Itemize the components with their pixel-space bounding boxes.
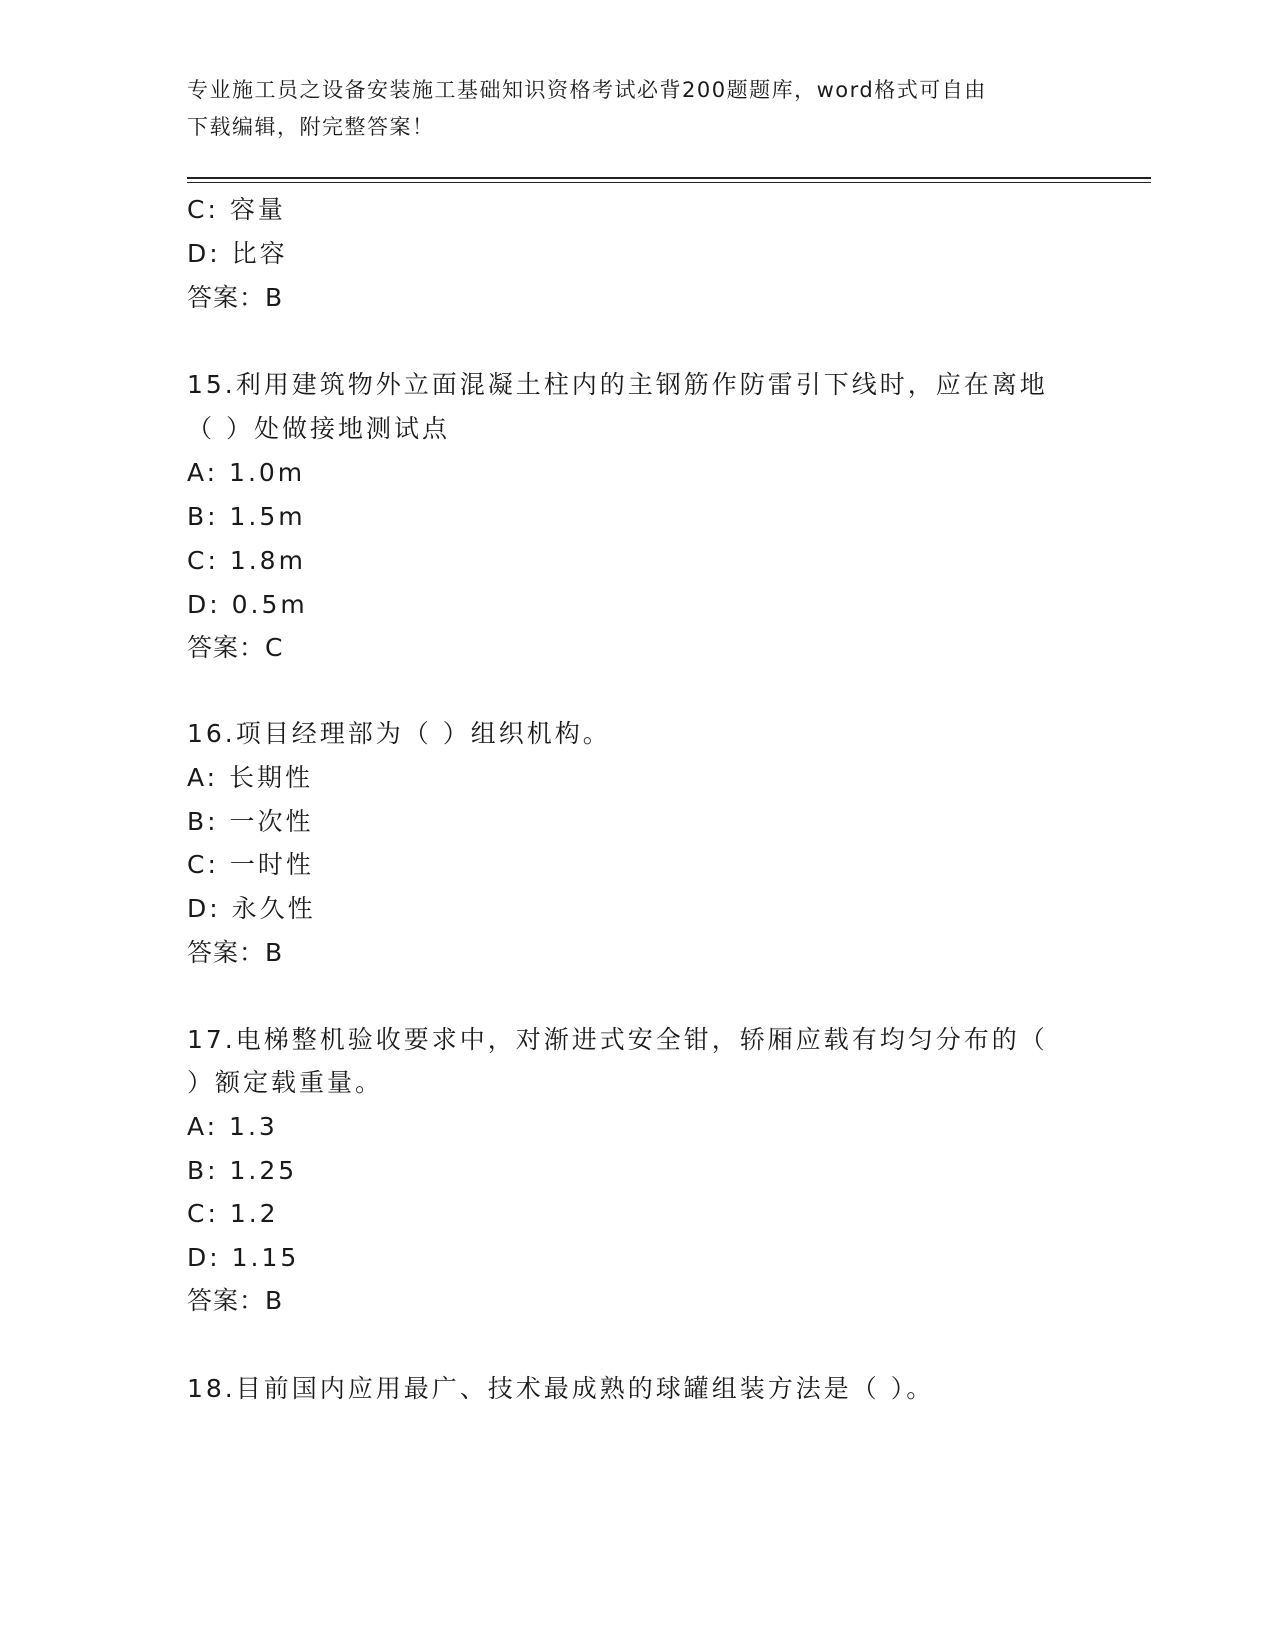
header-title-line-1: 专业施工员之设备安装施工基础知识资格考试必背200题题库，word格式可自由 <box>187 78 987 102</box>
q15-option-c: C: 1.8m <box>187 546 306 575</box>
q16-option-c: C: 一时性 <box>187 850 314 879</box>
q15-answer: 答案：C <box>187 633 284 662</box>
q15-option-b: B: 1.5m <box>187 502 306 531</box>
q17-answer: 答案：B <box>187 1286 284 1315</box>
q17-stem-line-1: 17.电梯整机验收要求中，对渐进式安全钳，轿厢应载有均匀分布的（ <box>187 1025 1048 1054</box>
q14-option-d: D: 比容 <box>187 239 288 268</box>
document-header <box>187 72 1087 146</box>
q14-answer: 答案：B <box>187 283 284 312</box>
q17-option-d: D: 1.15 <box>187 1243 300 1272</box>
header-divider-thin <box>187 182 1151 183</box>
q15-option-d: D: 0.5m <box>187 590 308 619</box>
q17-option-a: A: 1.3 <box>187 1112 278 1141</box>
q16-option-b: B: 一次性 <box>187 807 314 836</box>
q16-option-d: D: 永久性 <box>187 894 316 923</box>
q16-option-a: A: 长期性 <box>187 763 314 792</box>
q17-stem-line-2: ）额定载重量。 <box>187 1068 384 1097</box>
q15-stem-line-1: 15.利用建筑物外立面混凝土柱内的主钢筋作防雷引下线时，应在离地 <box>187 370 1048 399</box>
header-divider-thick <box>187 177 1151 179</box>
header-title-line-2: 下载编辑，附完整答案！ <box>187 115 435 139</box>
q16-stem-line-1: 16.项目经理部为（ ）组织机构。 <box>187 719 611 748</box>
q18-stem-line-1: 18.目前国内应用最广、技术最成熟的球罐组装方法是（ ）。 <box>187 1374 935 1403</box>
q17-option-c: C: 1.2 <box>187 1199 279 1228</box>
q14-option-c: C: 容量 <box>187 195 286 224</box>
q17-option-b: B: 1.25 <box>187 1156 298 1185</box>
q15-stem-line-2: （ ）处做接地测试点 <box>187 414 450 443</box>
q16-answer: 答案：B <box>187 938 284 967</box>
q15-option-a: A: 1.0m <box>187 458 306 487</box>
